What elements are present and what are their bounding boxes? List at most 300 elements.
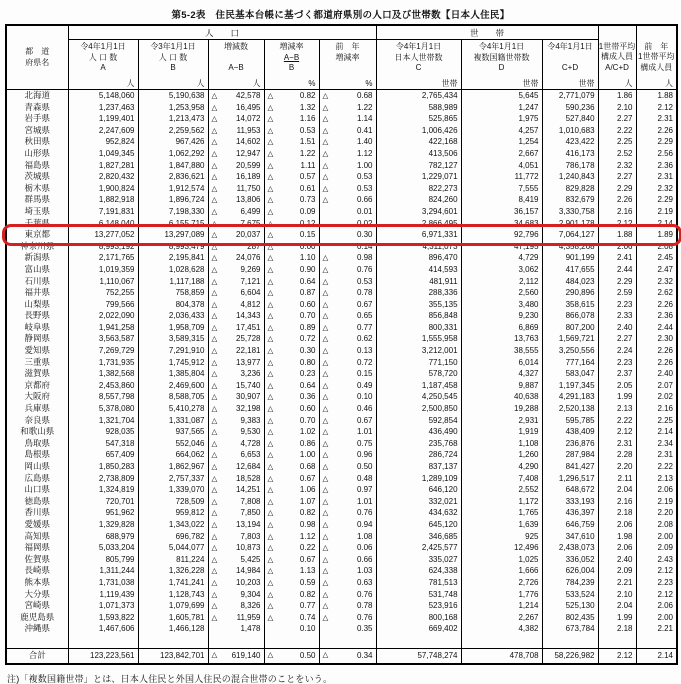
- change-rate-cell: △ 0.77: [264, 600, 319, 612]
- unit-label: 世帯: [522, 79, 539, 88]
- prefecture-row: [6, 125, 677, 137]
- prev-year-change-rate-cell: △ 0.76: [319, 612, 376, 624]
- decrease-triangle-icon: △: [267, 125, 274, 135]
- population-a-cell: 7,269,729: [68, 345, 138, 357]
- prev-avg-members-cell: 2.26: [636, 357, 677, 369]
- prev-year-change-rate-cell: △ 1.01: [319, 496, 376, 508]
- prev-year-change-rate-cell: △ 0.63: [319, 577, 376, 589]
- decrease-triangle-icon: △: [211, 531, 218, 541]
- decrease-triangle-icon: △: [267, 241, 274, 251]
- prev-avg-members-cell: 2.30: [636, 333, 677, 345]
- population-b-cell: 1,741,241: [138, 577, 208, 589]
- prefecture-name-cell: 福島県: [6, 160, 68, 172]
- population-b-cell: 2,195,841: [138, 252, 208, 264]
- japanese-households-cell: 588,989: [376, 102, 461, 114]
- decrease-triangle-icon: △: [211, 649, 218, 659]
- avg-members-cell: 2.06: [598, 519, 636, 531]
- change-rate-cell: △ 0.22: [264, 542, 319, 554]
- prefecture-name-cell: 広島県: [6, 473, 68, 485]
- decrease-triangle-icon: △: [322, 496, 329, 506]
- decrease-triangle-icon: △: [211, 485, 218, 495]
- decrease-triangle-icon: △: [211, 357, 218, 367]
- prev-year-change-rate-cell: △ 0.13: [319, 345, 376, 357]
- change-count-cell: △ 7,121: [208, 276, 264, 288]
- prev-avg-members-cell: 2.06: [636, 484, 677, 496]
- prefecture-row: [6, 345, 677, 357]
- decrease-triangle-icon: △: [322, 102, 329, 112]
- population-a-cell: 3,563,587: [68, 333, 138, 345]
- decrease-triangle-icon: △: [322, 264, 329, 274]
- change-count-cell: △ 11,959: [208, 612, 264, 624]
- total-households-cell: 2,771,079: [542, 90, 598, 102]
- change-rate-cell: △ 0.90: [264, 264, 319, 276]
- population-b-cell: [138, 635, 208, 649]
- decrease-triangle-icon: △: [267, 195, 274, 205]
- prefecture-name-cell: 石川県: [6, 276, 68, 288]
- multi-nationality-households-cell: 3,480: [461, 299, 542, 311]
- japanese-households-cell: 824,260: [376, 194, 461, 206]
- decrease-triangle-icon: △: [211, 311, 218, 321]
- spacer-row: [6, 635, 677, 649]
- decrease-triangle-icon: △: [322, 543, 329, 553]
- multi-nationality-households-cell: 1,254: [461, 136, 542, 148]
- prefecture-row: [6, 380, 677, 392]
- total-households-cell: 786,178: [542, 160, 598, 172]
- multi-nationality-households-cell: 1,776: [461, 589, 542, 601]
- multi-nationality-households-cell: 2,667: [461, 148, 542, 160]
- total-households-cell: 416,173: [542, 148, 598, 160]
- decrease-triangle-icon: △: [322, 172, 329, 182]
- prev-year-change-rate-cell: 0.14: [319, 241, 376, 253]
- decrease-triangle-icon: △: [322, 276, 329, 286]
- prefecture-row: [6, 194, 677, 206]
- change-count-cell: △ 7,850: [208, 507, 264, 519]
- population-b-cell: 1,896,724: [138, 194, 208, 206]
- avg-members-cell: 2.37: [598, 368, 636, 380]
- population-b-cell: 1,331,087: [138, 415, 208, 427]
- avg-members-cell: 2.29: [598, 276, 636, 288]
- japanese-households-cell: 822,273: [376, 183, 461, 195]
- population-b-cell: 959,812: [138, 507, 208, 519]
- avg-members-cell: 2.25: [598, 136, 636, 148]
- prefecture-name-cell: 香川県: [6, 507, 68, 519]
- population-b-cell: 2,036,433: [138, 310, 208, 322]
- decrease-triangle-icon: △: [322, 195, 329, 205]
- japanese-households-cell: 837,137: [376, 461, 461, 473]
- unit-label: 人: [624, 79, 633, 88]
- population-b-cell: 758,859: [138, 287, 208, 299]
- change-count-cell: △ 30,907: [208, 391, 264, 403]
- population-b-cell: 3,589,315: [138, 333, 208, 345]
- prefecture-name-cell: 宮城県: [6, 125, 68, 137]
- prefecture-name-cell: 山口県: [6, 484, 68, 496]
- prev-avg-members-cell: 2.47: [636, 264, 677, 276]
- prev-year-change-rate-cell: 0.35: [319, 623, 376, 635]
- decrease-triangle-icon: △: [211, 206, 218, 216]
- prev-year-change-rate-cell: 0.02: [319, 218, 376, 230]
- prefecture-row: [6, 612, 677, 624]
- multi-nationality-households-cell: 2,112: [461, 276, 542, 288]
- population-b-cell: 696,782: [138, 531, 208, 543]
- population-a-cell: 2,820,432: [68, 171, 138, 183]
- decrease-triangle-icon: △: [267, 299, 274, 309]
- population-b-cell: 1,745,912: [138, 357, 208, 369]
- total-households-cell: 290,896: [542, 287, 598, 299]
- prev-year-change-rate-cell: 0.01: [319, 206, 376, 218]
- japanese-households-cell: 413,506: [376, 148, 461, 160]
- prefecture-row: [6, 473, 677, 485]
- change-rate-cell: △ 0.64: [264, 380, 319, 392]
- population-a-cell: 1,382,568: [68, 368, 138, 380]
- total-households-cell: 841,427: [542, 461, 598, 473]
- total-households-cell: 347,610: [542, 531, 598, 543]
- prev-year-change-rate-cell: △ 0.76: [319, 264, 376, 276]
- prev-avg-members-cell: 2.02: [636, 391, 677, 403]
- decrease-triangle-icon: △: [322, 311, 329, 321]
- decrease-triangle-icon: △: [211, 195, 218, 205]
- decrease-triangle-icon: △: [322, 114, 329, 124]
- decrease-triangle-icon: △: [211, 473, 218, 483]
- population-b-cell: 1,253,958: [138, 102, 208, 114]
- prefecture-name-cell: 島根県: [6, 449, 68, 461]
- decrease-triangle-icon: △: [211, 369, 218, 379]
- prev-avg-members-cell: 2.45: [636, 252, 677, 264]
- unit-label: 世帯: [578, 79, 595, 88]
- total-households-cell: 484,023: [542, 276, 598, 288]
- population-a-cell: 7,191,831: [68, 206, 138, 218]
- japanese-households-cell: 2,500,850: [376, 403, 461, 415]
- population-a-cell: 688,979: [68, 531, 138, 543]
- decrease-triangle-icon: △: [322, 125, 329, 135]
- multi-nationality-households-cell: 11,772: [461, 171, 542, 183]
- prefecture-name-cell: 長野県: [6, 310, 68, 322]
- change-rate-cell: △ 1.51: [264, 136, 319, 148]
- prefecture-name-cell: 静岡県: [6, 333, 68, 345]
- prefecture-name-cell: 愛媛県: [6, 519, 68, 531]
- change-count-cell: △ 14,251: [208, 484, 264, 496]
- prev-year-change-rate-cell: △ 0.34: [319, 648, 376, 664]
- prefecture-row: [6, 484, 677, 496]
- population-a-cell: 1,731,038: [68, 577, 138, 589]
- total-households-cell: [542, 635, 598, 649]
- population-a-cell: 1,324,819: [68, 484, 138, 496]
- change-rate-cell: △ 0.50: [264, 648, 319, 664]
- prefecture-name-cell: 山梨県: [6, 299, 68, 311]
- change-count-cell: △ 11,953: [208, 125, 264, 137]
- prev-avg-members-cell: 2.56: [636, 148, 677, 160]
- change-count-cell: △ 8,326: [208, 600, 264, 612]
- population-a-cell: 752,255: [68, 287, 138, 299]
- unit-label: 人: [196, 79, 205, 88]
- total-households-cell: 527,840: [542, 113, 598, 125]
- population-a-cell: 1,019,359: [68, 264, 138, 276]
- japanese-households-cell: 2,866,495: [376, 218, 461, 230]
- decrease-triangle-icon: △: [211, 160, 218, 170]
- prefecture-row: [6, 218, 677, 230]
- change-count-cell: △ 42,578: [208, 90, 264, 102]
- change-rate-cell: △ 0.67: [264, 554, 319, 566]
- prev-year-change-rate-cell: △ 0.77: [319, 322, 376, 334]
- population-a-cell: 2,022,090: [68, 310, 138, 322]
- prefecture-row: [6, 229, 677, 241]
- prefecture-name-cell: 合計: [6, 648, 68, 664]
- total-households-cell: 533,524: [542, 589, 598, 601]
- decrease-triangle-icon: △: [211, 404, 218, 414]
- footnote: 注)「複数国籍世帯」とは、日本人住民と外国人住民の混合世帯のことをいう。: [7, 673, 333, 684]
- total-row: [6, 648, 677, 664]
- change-rate-cell: △ 1.06: [264, 484, 319, 496]
- japanese-households-cell: 4,311,073: [376, 241, 461, 253]
- change-rate-column-header: 増減率 A−B B %: [264, 40, 319, 90]
- population-a-cell: 1,321,704: [68, 415, 138, 427]
- decrease-triangle-icon: △: [267, 288, 274, 298]
- population-b-cell: 5,190,638: [138, 90, 208, 102]
- population-b-cell: 1,847,880: [138, 160, 208, 172]
- population-b-cell: 1,339,070: [138, 484, 208, 496]
- japanese-households-cell: 624,338: [376, 565, 461, 577]
- prefecture-row: [6, 554, 677, 566]
- change-count-cell: △ 25,728: [208, 333, 264, 345]
- avg-members-cell: 2.10: [598, 102, 636, 114]
- multi-nationality-households-cell: 47,195: [461, 241, 542, 253]
- prev-year-change-rate-cell: △ 0.50: [319, 461, 376, 473]
- decrease-triangle-icon: △: [211, 114, 218, 124]
- prev-year-change-rate-cell: △ 0.78: [319, 287, 376, 299]
- prefecture-name-cell: 北海道: [6, 90, 68, 102]
- multi-nationality-households-cell: 13,763: [461, 333, 542, 345]
- change-count-cell: △ 13,977: [208, 357, 264, 369]
- change-rate-cell: △ 0.98: [264, 519, 319, 531]
- decrease-triangle-icon: △: [322, 148, 329, 158]
- population-b-cell: 811,224: [138, 554, 208, 566]
- multi-nationality-households-cell: 5,645: [461, 90, 542, 102]
- change-rate-cell: △ 0.59: [264, 577, 319, 589]
- prev-year-change-rate-cell: △ 0.66: [319, 194, 376, 206]
- decrease-triangle-icon: △: [267, 102, 274, 112]
- decrease-triangle-icon: △: [322, 519, 329, 529]
- total-households-cell: 901,199: [542, 252, 598, 264]
- change-count-cell: △ 7,808: [208, 496, 264, 508]
- decrease-triangle-icon: △: [211, 102, 218, 112]
- change-count-cell: △ 9,530: [208, 426, 264, 438]
- change-count-cell: [208, 635, 264, 649]
- prev-year-change-rate-cell: △ 0.65: [319, 310, 376, 322]
- avg-members-cell: 2.32: [598, 160, 636, 172]
- prefecture-name-cell: [6, 635, 68, 649]
- decrease-triangle-icon: △: [322, 485, 329, 495]
- prefecture-name-cell: 和歌山県: [6, 426, 68, 438]
- prev-avg-members-cell: 2.13: [636, 473, 677, 485]
- avg-members-cell: 2.26: [598, 194, 636, 206]
- japanese-households-cell: 800,168: [376, 612, 461, 624]
- change-count-cell: △ 287: [208, 241, 264, 253]
- decrease-triangle-icon: △: [267, 462, 274, 471]
- avg-members-cell: 2.18: [598, 507, 636, 519]
- japanese-households-cell: 414,593: [376, 264, 461, 276]
- multi-nationality-households-column-header: 令4年1月1日 複数国籍世帯数 D 世帯: [461, 40, 542, 90]
- prefecture-name-cell: 秋田県: [6, 136, 68, 148]
- prefecture-row: [6, 90, 677, 102]
- multi-nationality-households-cell: 4,729: [461, 252, 542, 264]
- multi-nationality-households-cell: 1,260: [461, 449, 542, 461]
- decrease-triangle-icon: △: [322, 299, 329, 309]
- total-households-cell: 358,615: [542, 299, 598, 311]
- prev-year-change-rate-cell: △ 0.78: [319, 600, 376, 612]
- decrease-triangle-icon: △: [267, 183, 274, 193]
- decrease-triangle-icon: △: [267, 612, 274, 622]
- prev-year-change-rate-cell: △ 0.41: [319, 125, 376, 137]
- population-a-cell: 6,148,040: [68, 218, 138, 230]
- population-a-cell: 928,035: [68, 426, 138, 438]
- japanese-households-cell: 1,006,426: [376, 125, 461, 137]
- prefecture-name-cell: 岐阜県: [6, 322, 68, 334]
- decrease-triangle-icon: △: [322, 334, 329, 344]
- population-b-cell: 123,842,701: [138, 648, 208, 664]
- change-rate-cell: △ 0.67: [264, 473, 319, 485]
- japanese-households-cell: 1,229,071: [376, 171, 461, 183]
- change-rate-cell: △ 0.72: [264, 333, 319, 345]
- avg-members-cell: 2.23: [598, 357, 636, 369]
- change-rate-cell: △ 0.89: [264, 322, 319, 334]
- population-b-cell: 552,046: [138, 438, 208, 450]
- avg-members-cell: 2.12: [598, 218, 636, 230]
- prev-year-change-rate-cell: △ 0.94: [319, 519, 376, 531]
- prefecture-row: [6, 322, 677, 334]
- prev-year-change-rate-cell: [319, 635, 376, 649]
- japanese-households-cell: 781,513: [376, 577, 461, 589]
- decrease-triangle-icon: △: [267, 253, 274, 263]
- prefecture-row: [6, 415, 677, 427]
- population-a-cell: 1,110,067: [68, 276, 138, 288]
- japanese-households-cell: 332,021: [376, 496, 461, 508]
- prev-year-change-rate-cell: △ 0.68: [319, 90, 376, 102]
- total-households-cell: 4,291,183: [542, 391, 598, 403]
- decrease-triangle-icon: △: [267, 172, 274, 182]
- change-rate-cell: △ 0.64: [264, 276, 319, 288]
- change-rate-cell: △ 0.82: [264, 589, 319, 601]
- decrease-triangle-icon: △: [322, 160, 329, 170]
- avg-members-cell: 2.44: [598, 264, 636, 276]
- decrease-triangle-icon: △: [322, 137, 329, 147]
- avg-members-cell: 1.99: [598, 391, 636, 403]
- prefecture-name-cell: 徳島県: [6, 496, 68, 508]
- japanese-households-cell: 578,720: [376, 368, 461, 380]
- change-count-cell: △ 32,198: [208, 403, 264, 415]
- prefecture-row: [6, 148, 677, 160]
- population-a-column-header: 令4年1月1日 人 口 数 A 人: [68, 40, 138, 90]
- population-a-cell: 1,119,439: [68, 589, 138, 601]
- prefecture-row: [6, 299, 677, 311]
- prefecture-row: [6, 542, 677, 554]
- population-b-cell: 8,588,705: [138, 391, 208, 403]
- population-b-cell: 1,062,292: [138, 148, 208, 160]
- avg-members-cell: 2.12: [598, 426, 636, 438]
- prefecture-name-cell: 大分県: [6, 589, 68, 601]
- total-households-cell: 417,655: [542, 264, 598, 276]
- change-count-cell: △ 7,803: [208, 531, 264, 543]
- decrease-triangle-icon: △: [267, 649, 274, 659]
- population-a-cell: 805,799: [68, 554, 138, 566]
- avg-members-cell: 2.31: [598, 438, 636, 450]
- prefecture-name-cell: 群馬県: [6, 194, 68, 206]
- avg-members-cell: 2.06: [598, 241, 636, 253]
- total-households-cell: 626,004: [542, 565, 598, 577]
- population-a-cell: 13,277,052: [68, 229, 138, 241]
- total-households-cell: 1,569,721: [542, 333, 598, 345]
- prev-year-change-rate-cell: △ 0.49: [319, 380, 376, 392]
- population-a-cell: 1,199,401: [68, 113, 138, 125]
- prev-year-change-rate-cell: △ 1.40: [319, 136, 376, 148]
- japanese-households-cell: 3,212,001: [376, 345, 461, 357]
- prefecture-row: [6, 403, 677, 415]
- population-a-cell: 952,824: [68, 136, 138, 148]
- prev-avg-members-cell: 2.31: [636, 449, 677, 461]
- population-a-cell: [68, 635, 138, 649]
- decrease-triangle-icon: △: [211, 601, 218, 611]
- prev-year-change-rate-cell: △ 1.03: [319, 565, 376, 577]
- prev-avg-members-cell: 2.12: [636, 589, 677, 601]
- prefecture-row: [6, 426, 677, 438]
- decrease-triangle-icon: △: [267, 230, 274, 240]
- population-a-cell: 2,247,609: [68, 125, 138, 137]
- population-a-cell: 1,941,258: [68, 322, 138, 334]
- decrease-triangle-icon: △: [322, 91, 329, 100]
- prev-avg-members-cell: 2.26: [636, 125, 677, 137]
- prefecture-name-cell: 福井県: [6, 287, 68, 299]
- population-b-cell: 1,326,228: [138, 565, 208, 577]
- decrease-triangle-icon: △: [267, 531, 274, 541]
- prev-avg-members-cell: 2.14: [636, 218, 677, 230]
- prev-avg-members-cell: 2.21: [636, 623, 677, 635]
- population-a-cell: 8,993,192: [68, 241, 138, 253]
- population-a-cell: 1,882,918: [68, 194, 138, 206]
- prev-year-change-rate-cell: △ 0.62: [319, 333, 376, 345]
- population-b-cell: 664,062: [138, 449, 208, 461]
- prefecture-name-cell: 鹿児島県: [6, 612, 68, 624]
- population-b-cell: 5,410,278: [138, 403, 208, 415]
- prev-year-change-rate-cell: △ 1.22: [319, 102, 376, 114]
- unit-label: 人: [665, 79, 674, 88]
- prev-year-change-rate-cell: △ 0.10: [319, 391, 376, 403]
- change-count-cell: △ 6,604: [208, 287, 264, 299]
- japanese-households-cell: 896,470: [376, 252, 461, 264]
- avg-members-cell: 2.52: [598, 148, 636, 160]
- total-households-cell: 7,064,127: [542, 229, 598, 241]
- decrease-triangle-icon: △: [322, 462, 329, 471]
- multi-nationality-households-cell: 40,638: [461, 391, 542, 403]
- change-count-cell: △ 14,984: [208, 565, 264, 577]
- change-count-cell: △ 20,037: [208, 229, 264, 241]
- japanese-households-cell: 856,848: [376, 310, 461, 322]
- decrease-triangle-icon: △: [267, 334, 274, 344]
- avg-members-cell: 1.99: [598, 612, 636, 624]
- decrease-triangle-icon: △: [322, 649, 329, 659]
- prefecture-row: [6, 565, 677, 577]
- population-b-cell: 1,605,781: [138, 612, 208, 624]
- prefecture-row: [6, 357, 677, 369]
- decrease-triangle-icon: △: [211, 322, 218, 332]
- change-count-cell: △ 3,236: [208, 368, 264, 380]
- prefecture-row: [6, 577, 677, 589]
- population-b-cell: 2,259,562: [138, 125, 208, 137]
- prefecture-name-cell: 埼玉県: [6, 206, 68, 218]
- avg-members-cell: 2.27: [598, 171, 636, 183]
- prefecture-row: [6, 461, 677, 473]
- change-rate-cell: △ 1.22: [264, 148, 319, 160]
- decrease-triangle-icon: △: [267, 276, 274, 286]
- prev-avg-members-cell: 1.89: [636, 229, 677, 241]
- change-rate-cell: △ 1.13: [264, 565, 319, 577]
